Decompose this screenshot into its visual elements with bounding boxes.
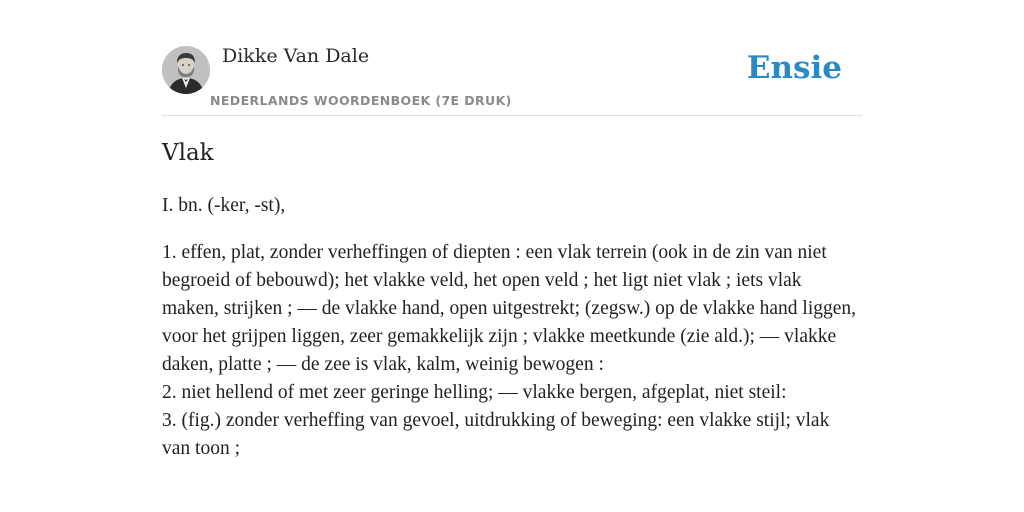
sense-1: 1. effen, plat, zonder verheffingen of diepten : een vlak terrein (ook in de zin van niet begroeid of bebouwd); het vlakke veld, het open veld ; het ligt niet vlak ; iets vlak maken, strijken ; — de vlakke hand, open uitgestrekt; (zegsw.) op de vlakke hand liggen, voor het grijpen liggen, zeer gemakkelijk zijn ; vlakke meetkunde (zie ald.); — vlakke daken, platte ; — de zee is vlak, kalm, weinig bewogen : [162, 242, 857, 375]
author-name[interactable]: Dikke Van Dale [222, 45, 370, 67]
header-divider [162, 115, 862, 116]
entry-card [162, 0, 862, 512]
dictionary-source[interactable]: NEDERLANDS WOORDENBOEK (7E DRUK) [210, 93, 512, 108]
grammar-info: I. bn. (-ker, -st), [162, 195, 286, 216]
senses-block [162, 239, 862, 463]
ensie-logo[interactable]: Ensie [746, 50, 842, 86]
sense-2: 2. niet hellend of met zeer geringe helling; — vlakke bergen, afgeplat, niet steil: [162, 382, 787, 403]
sense-3: 3. (fig.) zonder verheffing van gevoel, uitdrukking of beweging: een vlakke stijl; vlak van toon ; [162, 410, 830, 459]
definition-body [162, 192, 862, 463]
author-avatar[interactable] [162, 46, 210, 94]
portrait-image [162, 46, 210, 94]
headword: Vlak [162, 140, 214, 166]
